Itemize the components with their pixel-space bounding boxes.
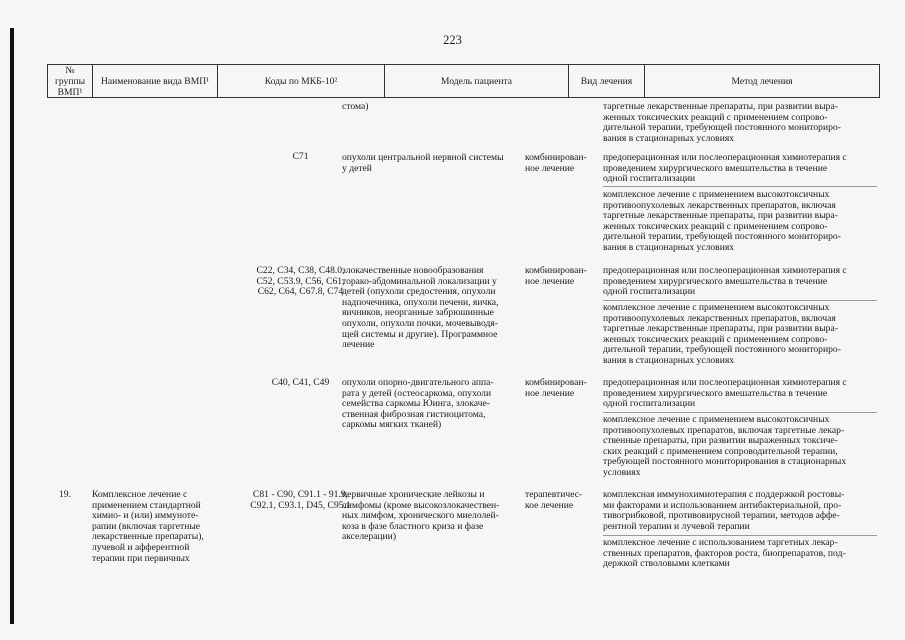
row4-type [525,490,582,511]
row3-method-b-line: условиях [603,466,641,478]
row3-type [525,378,587,399]
row4-codes-line: C92.1, C93.1, D45, C95.1 [250,499,351,511]
row4-model-line: коза в фазе бластного криза и фазе [342,520,484,532]
row3-method-b-line: требующей постоянного мониторирования в стационарных [603,456,847,468]
row2-type [525,266,587,287]
header-group-number-text: № группы ВМП¹ [54,64,86,98]
row0-method [603,102,841,144]
row1-model-line: у детей [342,162,372,174]
row2-method-a-line: проведением хирургического вмешательства в течение [603,275,828,287]
row1-model-line: опухоли центральной нервной системы [342,152,504,163]
row2-model-line: щей системы и другие). Программное [342,328,498,340]
row2-method-b-line: дительной терапии, требующей постоянного мониториро- [603,344,841,356]
header-treatment-method: Метод лечения [644,64,880,98]
row1-method-a [603,153,847,185]
method-divider [603,300,877,301]
method-divider [603,186,877,187]
row3-method-b [603,415,846,479]
row1-method-b-line: таргетные лекарственные препараты, при развитии выра- [603,210,838,222]
row4-name-line: применением стандартной [92,499,201,511]
row3-method-b-line: ских реакций с применением сопроводительной терапии, [603,445,838,457]
row0-method-line: таргетные лекарственные препараты, при развитии выра- [603,101,838,112]
method-divider [603,412,877,413]
row2-model-line: яичников, неорганные забрюшинные [342,307,494,319]
header-group-number [47,64,92,98]
row3-model-line: рата у детей (остеосаркома, опухоли [342,387,492,399]
row2-method-b [603,303,841,367]
row3-method-a-line: проведением хирургического вмешательства в течение [603,387,828,399]
row4-type-line: терапевтичес- [525,489,583,500]
row3-model-line: ственная фиброзная гистиоцитома, [342,408,486,420]
row4-codes-line: C81 - C90, C91.1 - 91.9, [252,489,349,500]
row1-method-a-line: предоперационная или послеоперационная химиотерапия с [603,152,847,163]
row3-model-line: семейства саркомы Юинга, злокаче- [342,398,490,410]
row3-method-a-line: одной госпитализации [603,398,696,410]
row1-method-b-line: вания в стационарных условиях [603,241,735,253]
row2-model-line: злокачественные новообразования [342,265,484,276]
row1-method-a-line: одной госпитализации [603,173,696,185]
row4-model [342,490,499,543]
row1-type-line: комбинирован- [525,152,587,163]
row2-method-b-line: комплексное лечение с применением высокотоксичных [603,302,830,313]
row2-model-line: надпочечника, опухоли печени, яичка, [342,296,499,308]
row2-model [342,266,498,351]
row4-method-a-line: тивогрибковой, противовирусной терапии, методов аффе- [603,510,840,522]
row3-method-a [603,378,847,410]
row4-method-a-line: рентной терапии и лучевой терапии [603,520,750,532]
row2-codes-line: C22, C34, C38, C48.0, [256,265,345,276]
row2-type-line: комбинирован- [525,265,587,276]
row4-name-line: Комплексное лечение с [92,489,188,500]
row3-model-line: опухоли опорно-двигательного аппа- [342,377,494,388]
row3-method-b-line: противоопухолевых препаратов, включая таргетные лекар- [603,424,845,436]
row2-model-line: опухоли, опухоли почки, мочевыводя- [342,317,498,329]
row2-method-b-line: вания в стационарных условиях [603,354,735,366]
header-patient-model: Модель пациента [384,64,568,98]
vmp-table [47,64,880,640]
row1-type [525,153,587,174]
row2-model-line: детей (опухоли средостения, опухоли [342,286,496,298]
method-divider [603,535,877,536]
row1-method-b-line: дительной терапии, требующей постоянного мониториро- [603,231,841,243]
row4-method-a-line: ми факторами и использованием антибактериальной, про- [603,499,842,511]
row1-codes-line: C71 [292,151,309,162]
row2-codes-line: C62, C64, C67.8, C74 [257,286,344,298]
row4-name-line: химио- и (или) иммуноте- [92,510,199,522]
row3-type-line: комбинирован- [525,377,587,388]
row1-method-a-line: проведением хирургического вмешательства в течение [603,162,828,174]
row4-method-a [603,490,844,532]
row0-model-line: стома) [342,101,369,112]
row4-name-line: лекарственные препараты), [92,531,204,543]
row2-method-b-line: таргетные лекарственные препараты, при развитии выра- [603,323,838,335]
row4-model-line: акселерации) [342,531,397,543]
row4-method-a-line: комплексная иммунохимиотерапия с поддержкой ростовы- [603,489,845,500]
row3-model-line: саркомы мягких тканей) [342,419,442,431]
row1-method-b [603,190,841,254]
row4-model-line: первичные хронические лейкозы и [342,489,485,500]
row4-name-line: рапии (включая таргетные [92,520,201,532]
row3-type-line: ное лечение [525,387,575,399]
row2-method-a-line: предоперационная или послеоперационная химиотерапия с [603,265,847,276]
row4-method-b-line: держкой стволовыми клетками [603,558,730,570]
row4-method-b-line: ственных препаратов, факторов роста, биопрепаратов, под- [603,547,846,559]
row3-method-a-line: предоперационная или послеоперационная химиотерапия с [603,377,847,388]
row1-method-b-line: комплексное лечение с применением высокотоксичных [603,189,830,200]
row1-model [342,153,504,174]
row4-model-line: лимфомы (кроме высокозлокачествен- [342,499,500,511]
row3-model [342,378,494,431]
header-icd-codes: Коды по МКБ-10² [217,64,384,98]
row3-method-b-line: комплексное лечение с применением высокотоксичных [603,414,830,425]
row1-type-line: ное лечение [525,162,575,174]
row4-model-line: ных лимфом, хронического миелолей- [342,510,499,522]
row4-name-line: терапии при первичных [92,552,190,564]
row2-model-line: торако-абдоминальной локализации у [342,275,497,287]
row2-method-a-line: одной госпитализации [603,286,696,298]
row4-method-b-line: комплексное лечение с использованием таргетных лекар- [603,537,838,548]
row4-name-line: лучевой и афферентной [92,541,190,553]
row2-type-line: ное лечение [525,275,575,287]
row4-method-b [603,538,846,570]
row0-model [342,102,368,113]
row1-method-b-line: женных токсических реакций с применением сопрово- [603,220,828,232]
header-treatment-type: Вид лечения [568,64,644,98]
row1-method-b-line: противоопухолевых лекарственных препаратов, включая [603,199,836,211]
row2-method-b-line: противоопухолевых лекарственных препаратов, включая [603,312,836,324]
row0-method-line: женных токсических реакций с применением сопрово- [603,111,828,123]
scan-edge-shadow [10,28,14,624]
row3-method-b-line: ственные препараты, при развитии выраженных токсиче- [603,435,838,447]
row4-group-number: 19. [59,489,71,500]
row0-method-line: дительной терапии, требующей постоянного мониториро- [603,122,841,134]
page-number: 223 [443,33,462,47]
header-vmp-name: Наименование вида ВМП¹ [92,64,217,98]
row2-method-b-line: женных токсических реакций с применением сопрово- [603,333,828,345]
row2-method-a [603,266,847,298]
row3-codes-line: C40, C41, C49 [271,377,330,388]
row2-model-line: лечение [342,339,375,351]
row0-method-line: вания в стационарных условиях [603,132,735,144]
row4-vmp-name [92,490,204,564]
row4-type-line: кое лечение [525,499,574,511]
row2-codes-line: C52, C53.9, C56, C61, [256,275,345,287]
